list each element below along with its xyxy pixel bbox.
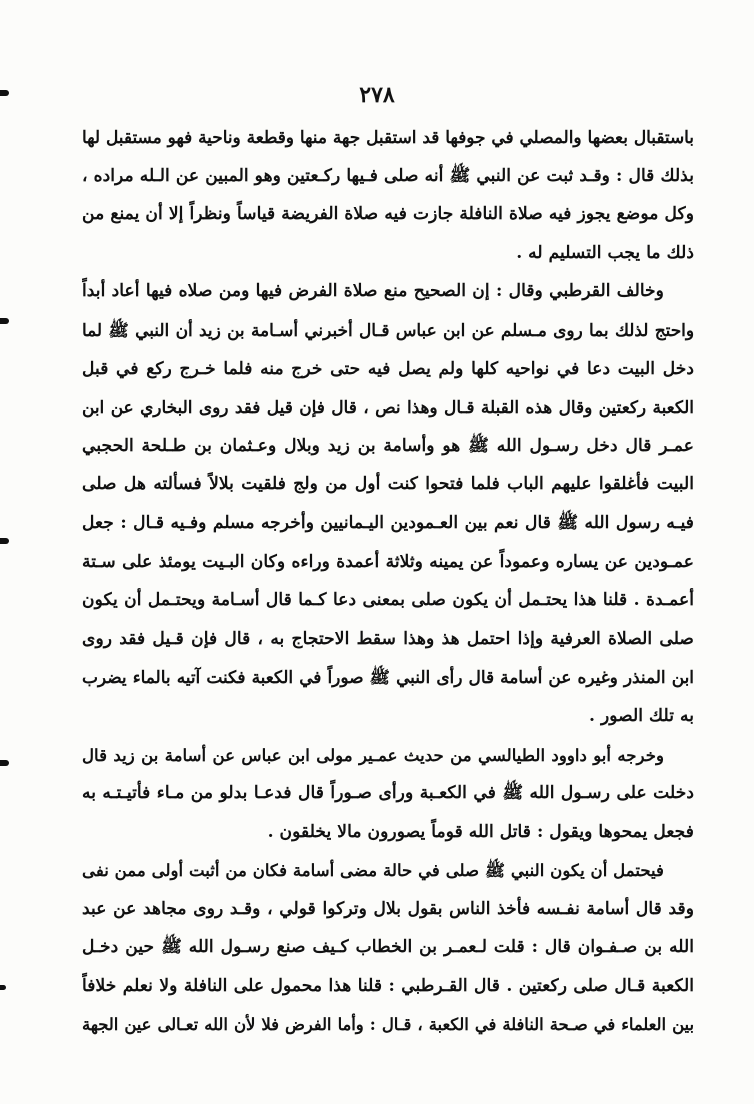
- scan-mark: [0, 538, 9, 544]
- text-line: الكعبة قـال صلى ركعتين . قال القـرطبي : قلنا هذا محمول على النافلة ولا نعلم خلافاً: [82, 976, 694, 997]
- scan-mark: [0, 318, 9, 324]
- text-line: ابن المنذر وغيره عن أسامة قال رأى النبي ﷺ صوراً في الكعبة فكنت آتيه بالماء يضرب: [82, 667, 694, 688]
- scan-mark: [0, 985, 6, 990]
- text-line: به تلك الصور .: [589, 705, 694, 726]
- text-line: دخلت على رسـول الله ﷺ في الكعـبة ورأى صـوراً قال فدعـا بدلو من مـاء فأتيـتـه به: [82, 783, 694, 804]
- text-line: فيـه رسول الله ﷺ قال نعم بين العـمودين اليـمانيين وأخرجه مسلم وفـيه قـال : جعل: [82, 512, 694, 533]
- text-line: عمـودين عن يساره وعموداً عن يمينه وثلاثة أعمدة وراءه وكان البـيت يومئذ على سـتة: [82, 551, 694, 572]
- text-line: واحتج لذلك بما روى مـسلم عن ابن عباس قـال أخبرني أسـامة بن زيد أن النبي ﷺ لما: [82, 319, 694, 340]
- text-line: باستقبال بعضها والمصلي في جوفها قد استقبل جهة منها وقطعة وناحية فهو مستقبل لها: [82, 127, 694, 147]
- text-line: فيحتمل أن يكون النبي ﷺ صلى في حالة مضى أسامة فكان من أثبت أولى ممن نفى: [82, 860, 664, 881]
- scan-mark: [0, 90, 9, 96]
- text-line: بذلك قال : وقـد ثبت عن النبي ﷺ أنه صلى فـيها ركـعتين وهو المبين عن الـله مراده ،: [82, 165, 694, 186]
- text-line: بين العلماء في صـحة النافلة في الكعبة ، قـال : وأما الفرض فلا لأن الله تعـالى عين الجهة: [82, 1014, 694, 1034]
- text-line: الكعبة ركعتين وقال هذه القبلة قـال وهذا نص ، قال فإن قيل فقد روى البخاري عن ابن: [82, 397, 694, 418]
- text-line: وخالف القرطبي وقال : إن الصحيح منع صلاة الفرض فيها ومن صلاه فيها أعاد أبداً: [82, 281, 664, 302]
- scan-mark: [0, 760, 9, 766]
- text-line: عمـر قال دخل رسـول الله ﷺ هو وأسامة بن زيد وبلال وعـثمان بن طـلحة الحجبي: [82, 435, 694, 456]
- text-line: وخرجه أبو داوود الطيالسي من حديث عمـير مولى ابن عباس عن أسامة بن زيد قال: [82, 744, 664, 765]
- text-line: صلى الصلاة العرفية وإذا احتمل هذ وهذا سقط الاحتجاج به ، قال فإن قـيل فقد روى: [82, 628, 694, 649]
- text-line: فجعل يمحوها ويقول : قاتل الله قوماً يصورون مالا يخلقون .: [267, 821, 694, 842]
- text-line: أعمـدة . قلنا هذا يحتـمل أن يكون صلى بمعنى دعا كـما قال أسـامة ويحتـمل أن يكون: [82, 590, 694, 611]
- text-line: دخل البيت دعا في نواحيه كلها ولم يصل فيه حتى خرج منه فلما خـرج ركع في قبل: [82, 358, 694, 379]
- text-line: ذلك ما يجب التسليم له .: [516, 242, 694, 263]
- text-line: وقد قال أسامة نفـسه فأخذ الناس بقول بلال وتركوا قولي ، وقـد روى مجاهد عن عبد: [82, 898, 694, 919]
- text-line: الله بن صـفـوان قال : قلت لـعمـر بن الخطاب كـيف صنع رسـول الله ﷺ حين دخـل: [82, 937, 694, 958]
- text-line: وكل موضع يجوز فيه صلاة النافلة جازت فيه صلاة الفريضة قياساً ونظراً إلا أن يمنع من: [82, 204, 694, 225]
- page-number: ٢٧٨: [359, 82, 395, 108]
- body-text: [82, 118, 694, 1044]
- text-line: البيت فأغلقوا عليهم الباب فلما فتحوا كنت أول من ولج فلقيت بلالاً فسألته هل صلى: [82, 474, 694, 495]
